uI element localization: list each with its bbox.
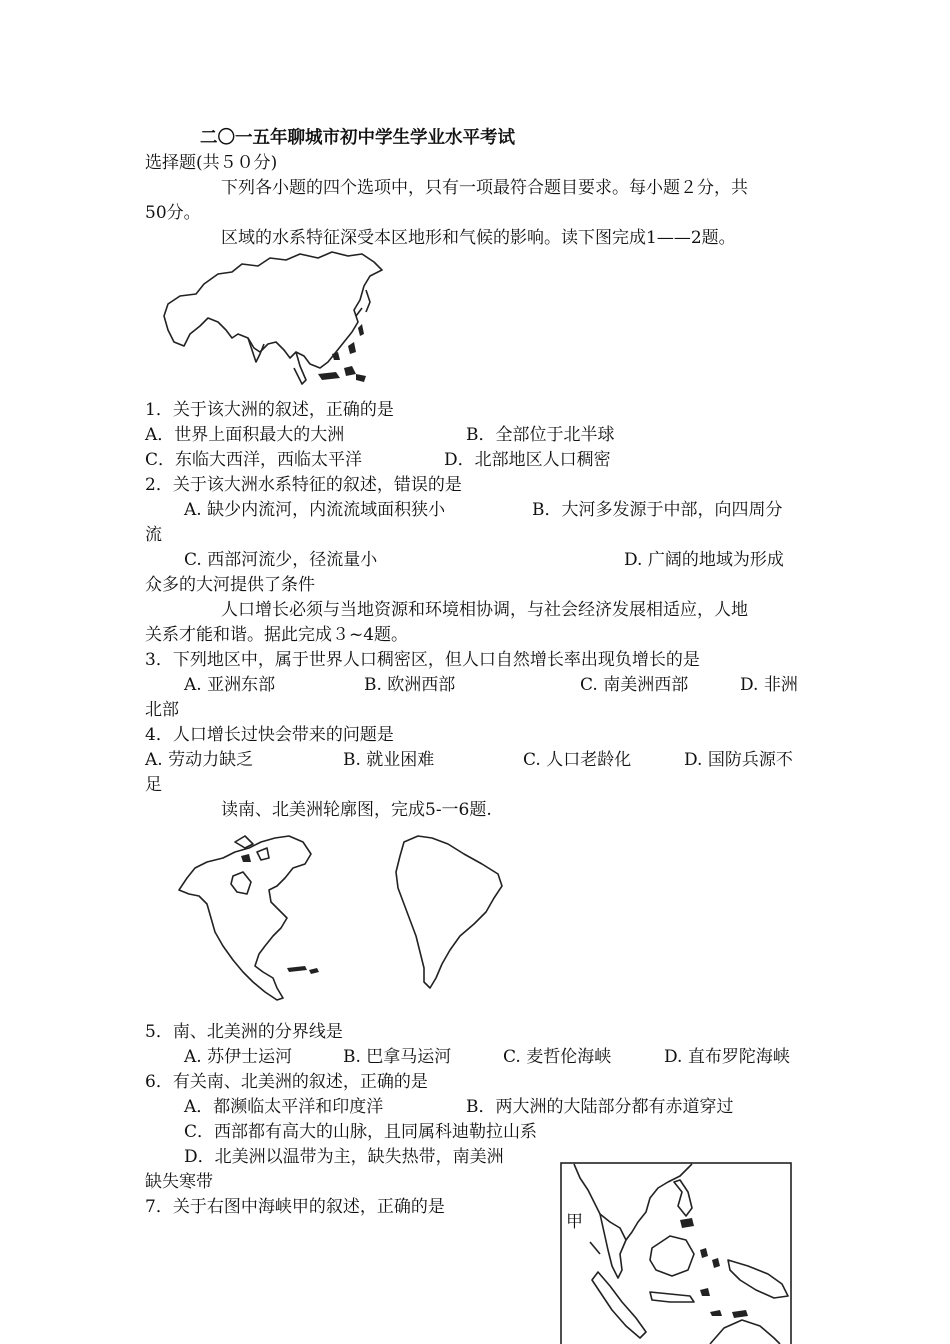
- q1-option-c: C．东临大西洋，西临太平洋: [145, 450, 363, 470]
- map-frame: [561, 1163, 791, 1344]
- q2-option-b-cont: 流: [145, 525, 162, 545]
- south-america-outline-map: [390, 832, 510, 992]
- north-america-outline-map: [165, 828, 325, 1008]
- sumatra: [592, 1272, 646, 1338]
- q4-option-c: C. 人口老龄化: [523, 750, 632, 770]
- q1-option-d: D．北部地区人口稠密: [444, 450, 611, 470]
- island-3: [348, 342, 356, 354]
- philippines: [674, 1180, 692, 1216]
- island-d: [732, 1310, 748, 1318]
- q3-option-d-cont: 北部: [145, 700, 179, 720]
- hudson-bay: [231, 872, 251, 894]
- q3-option-a: A. 亚洲东部: [184, 675, 276, 695]
- strait-label-jia: 甲: [566, 1212, 583, 1232]
- south-america-coastline: [396, 836, 502, 988]
- q7-stem: 7．关于右图中海峡甲的叙述，正确的是: [145, 1197, 445, 1217]
- caribbean-island-2: [309, 968, 319, 974]
- q6-option-b: B．两大洲的大陆部分都有赤道穿过: [466, 1097, 734, 1117]
- q4-option-a: A. 劳动力缺乏: [145, 750, 254, 770]
- island-1: [318, 372, 340, 380]
- australia-north: [710, 1320, 780, 1344]
- q4-option-d-cont: 足: [145, 775, 162, 795]
- q2-stem: 2．关于该大洲水系特征的叙述，错误的是: [145, 475, 462, 495]
- q4-stem: 4．人口增长过快会带来的问题是: [145, 725, 394, 745]
- q2-option-b: B．大河多发源于中部，向四周分: [532, 500, 783, 520]
- intro-q1: 区域的水系特征深受本区地形和气候的影响。读下图完成1——2题。: [221, 228, 736, 248]
- island-2: [344, 366, 356, 376]
- q2-option-d: D. 广阔的地域为形成: [624, 550, 784, 570]
- q4-option-b: B. 就业困难: [343, 750, 435, 770]
- q5-option-b: B. 巴拿马运河: [343, 1047, 452, 1067]
- intro-q5: 读南、北美洲轮廓图，完成5-一6题.: [221, 800, 492, 820]
- page-title: 二〇一五年聊城市初中学生学业水平考试: [200, 128, 515, 148]
- q1-option-a: A．世界上面积最大的大洲: [145, 425, 345, 445]
- q6-option-d: D．北美洲以温带为主，缺失热带，南美洲: [184, 1147, 504, 1167]
- instruction-line-2: 50分。: [145, 203, 201, 223]
- q6-stem: 6．有关南、北美洲的叙述，正确的是: [145, 1072, 428, 1092]
- intro-q3-line-1: 人口增长必须与当地资源和环境相协调，与社会经济发展相适应，人地: [221, 600, 748, 620]
- q1-stem: 1．关于该大洲的叙述，正确的是: [145, 400, 394, 420]
- island-c: [712, 1258, 720, 1268]
- q6-option-a: A．都濒临太平洋和印度洋: [184, 1097, 384, 1117]
- borneo: [650, 1236, 694, 1276]
- q3-option-d: D. 非洲: [740, 675, 798, 695]
- q2-option-a: A. 缺少内流河，内流流域面积狭小: [184, 500, 446, 520]
- java: [650, 1292, 694, 1302]
- arctic-island-dark: [241, 854, 251, 862]
- island-f: [700, 1288, 710, 1296]
- q2-option-d-cont: 众多的大河提供了条件: [145, 575, 315, 595]
- q4-option-d: D. 国防兵源不: [684, 750, 793, 770]
- caribbean-island-1: [287, 966, 307, 972]
- q2-option-c: C. 西部河流少，径流量小: [184, 550, 378, 570]
- island-5: [358, 324, 364, 336]
- island-4: [356, 374, 366, 382]
- southeast-asia-strait-map: [560, 1162, 794, 1344]
- island-b: [700, 1248, 708, 1258]
- asia-outline-map: [160, 246, 390, 396]
- intro-q3-line-2: 关系才能和谐。据此完成３~4题。: [145, 625, 409, 645]
- q3-option-c: C. 南美洲西部: [580, 675, 689, 695]
- q6-option-d-cont: 缺失寒带: [145, 1172, 213, 1192]
- island-6: [332, 352, 340, 360]
- q5-option-d: D. 直布罗陀海峡: [664, 1047, 790, 1067]
- island-a: [680, 1218, 694, 1228]
- q6-option-c: C．西部都有高大的山脉，且同属科迪勒拉山系: [184, 1122, 538, 1142]
- arctic-islands: [235, 836, 269, 860]
- q1-option-b: B．全部位于北半球: [466, 425, 615, 445]
- section-heading: 选择题(共５０分): [145, 153, 278, 173]
- mainland-coast: [574, 1164, 692, 1240]
- q5-option-c: C. 麦哲伦海峡: [503, 1047, 612, 1067]
- new-guinea: [728, 1260, 788, 1298]
- strait-marker: [590, 1242, 600, 1254]
- instruction-line-1: 下列各小题的四个选项中，只有一项最符合题目要求。每小题２分，共: [221, 178, 748, 198]
- q3-option-b: B. 欧洲西部: [364, 675, 456, 695]
- q5-option-a: A. 苏伊士运河: [184, 1047, 293, 1067]
- q3-stem: 3．下列地区中，属于世界人口稠密区，但人口自然增长率出现负增长的是: [145, 650, 700, 670]
- q5-stem: 5．南、北美洲的分界线是: [145, 1022, 343, 1042]
- island-e: [710, 1310, 722, 1316]
